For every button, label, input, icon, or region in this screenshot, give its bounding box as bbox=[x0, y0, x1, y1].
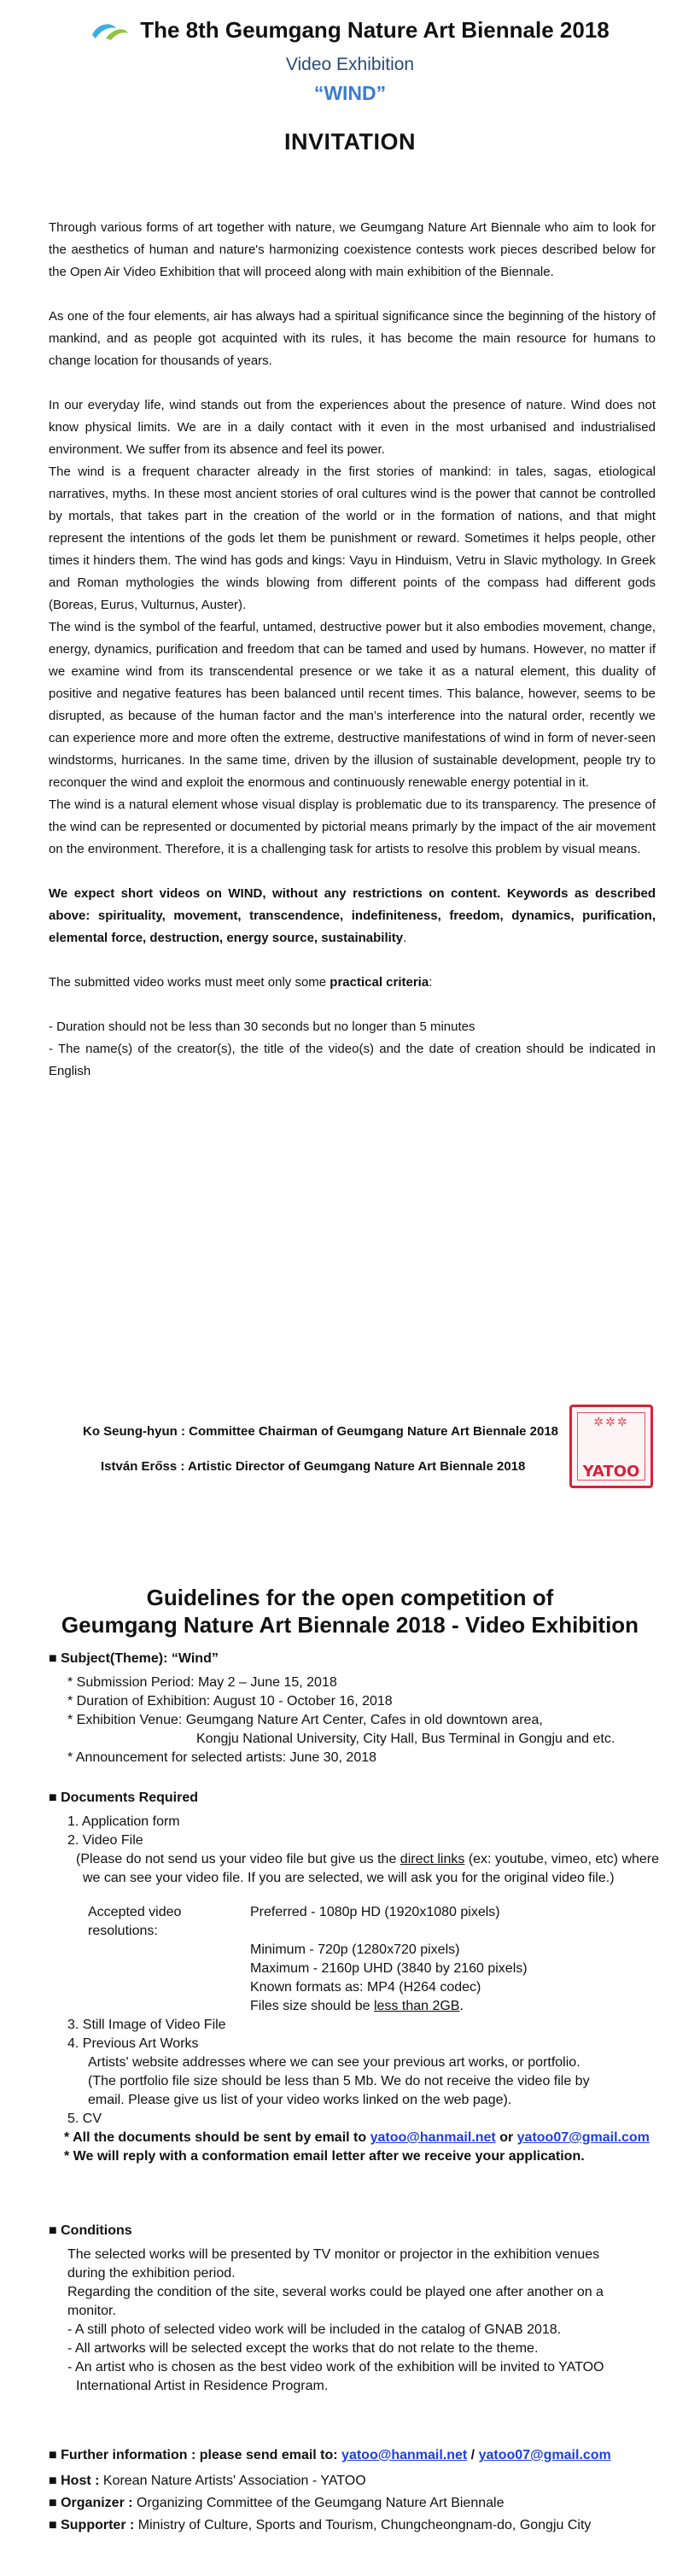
send-instructions: * All the documents should be sent by email to yatoo@hanmail.net or yatoo07@gmail.com bbox=[64, 2130, 650, 2145]
supporter-line: ■ Supporter : Ministry of Culture, Sports and Tourism, Chungcheongnam-do, Gongju City bbox=[49, 2518, 592, 2532]
paragraph-symbol: The wind is the symbol of the fearful, untamed, destructive power but it also embodies movement, change, energy, dynamics, purification and freedom that can be tamed and used by humans. However, no matter if we examine wind from its transcendental presence or we take it as a natural element, this duality of positive and negative features has been balanced until recent times. This balance, however, seems to be disrupted, as because of the human factor and the man’s interference into the natural order, recently we can experience more and more often the extreme, destructive manifestations of wind in form of never-seen windstorms, hurricanes. In the same time, driven by the illusion of sustainable development, people try to reconquer the wind and exploit the enormous and continuously renewable energy potential in it. bbox=[49, 620, 656, 790]
info-email-gmail[interactable]: yatoo07@gmail.com bbox=[478, 2448, 611, 2462]
reply-notice: * We will reply with a conformation email letter after we receive your application. bbox=[64, 2149, 585, 2164]
invitation-heading: INVITATION bbox=[284, 128, 416, 155]
exhibition-theme: “WIND” bbox=[313, 81, 387, 104]
paragraph-intro: Through various forms of art together with nature, we Geumgang Nature Art Biennale who aim to look for the aesthetics of human and nature's harmonizing coexistence contests work pieces described below for the Open Air Video Exhibition that will proceed along with main exhibition of the Biennale. bbox=[49, 220, 656, 279]
exhibition-venue: * Exhibition Venue: Geumgang Nature Art Center, Cafes in old downtown area, bbox=[67, 1713, 543, 1727]
doc-cv: 5. CV bbox=[67, 2112, 102, 2126]
paragraph-air: As one of the four elements, air has always had a spiritual significance since the beginning of the history of mankind, and as people got acquinted with its rules, it has become the main resource for humans to change location for thousands of years. bbox=[49, 309, 656, 368]
paragraph-expectation bbox=[49, 883, 656, 949]
condition-line: monitor. bbox=[67, 2304, 116, 2318]
organizer-line: ■ Organizer : Organizing Committee of the Geumgang Nature Art Biennale bbox=[49, 2496, 505, 2510]
doc-video-file: 2. Video File bbox=[67, 1833, 143, 1848]
documents-section bbox=[49, 1789, 663, 2166]
doc-still-image: 3. Still Image of Video File bbox=[67, 2018, 226, 2032]
paragraph-everyday: In our everyday life, wind stands out from the experiences about the presence of nature. Wind does not know physical limits. We are in a daily contact with it even in the most urbanised and industrialised environment. We suffer from its absence and feel its power. bbox=[49, 398, 656, 457]
condition-line: during the exhibition period. bbox=[67, 2266, 236, 2281]
conditions-section bbox=[49, 2222, 663, 2396]
signature-director: István Erőss : Artistic Director of Geumgang Nature Art Biennale 2018 bbox=[101, 1459, 526, 1474]
condition-line: Regarding the condition of the site, several works could be played one after another on a bbox=[67, 2285, 604, 2299]
guidelines-title-line1: Guidelines for the open competition of bbox=[146, 1585, 554, 1610]
previous-works-line2: (The portfolio file size should be less than 5 Mb. We do not receive the video file by bbox=[88, 2074, 590, 2088]
guidelines-title-line2: Geumgang Nature Art Biennale 2018 - Video Exhibition bbox=[61, 1612, 639, 1638]
doc-application-form: 1. Application form bbox=[67, 1814, 180, 1829]
criteria-bold: practical criteria bbox=[330, 975, 429, 990]
condition-line: The selected works will be presented by TV monitor or projector in the exhibition venues bbox=[67, 2247, 600, 2262]
invitation-body bbox=[49, 217, 656, 1083]
documents-heading: ■ Documents Required bbox=[49, 1790, 199, 1805]
condition-line: International Artist in Residence Program. bbox=[76, 2379, 329, 2393]
conditions-heading: ■ Conditions bbox=[49, 2223, 132, 2238]
known-formats: Known formats as: MP4 (H264 codec) bbox=[250, 1980, 481, 1995]
seal-pattern-icon: ✲✲✲ bbox=[593, 1416, 629, 1429]
biennale-title-text: The 8th Geumgang Nature Art Biennale 2018 bbox=[140, 17, 610, 43]
previous-works-line3: email. Please give us list of your video works linked on the web page). bbox=[88, 2093, 512, 2107]
criteria-pre: The submitted video works must meet only some bbox=[49, 975, 330, 990]
video-note: (Please do not send us your video file but give us the direct links (ex: youtube, vimeo, etc) where bbox=[76, 1852, 660, 1866]
previous-works-line1: Artists' website addresses where we can see your previous art works, or portfolio. bbox=[88, 2055, 580, 2070]
paragraph-criteria bbox=[49, 972, 656, 994]
criterion-duration: - Duration should not be less than 30 seconds but no longer than 5 minutes bbox=[49, 1019, 475, 1034]
condition-line: - An artist who is chosen as the best video work of the exhibition will be invited to YATOO bbox=[67, 2360, 604, 2374]
resolution-minimum: Minimum - 720p (1280x720 pixels) bbox=[250, 1942, 460, 1957]
exhibition-subtitle: Video Exhibition bbox=[285, 54, 415, 74]
condition-line: - All artworks will be selected except the works that do not relate to the theme. bbox=[67, 2341, 539, 2356]
host-line: ■ Host : Korean Nature Artists' Association - YATOO bbox=[49, 2474, 366, 2488]
contact-section bbox=[49, 2446, 663, 2535]
announcement-date: * Announcement for selected artists: June 30, 2018 bbox=[67, 1750, 377, 1765]
exhibition-duration: * Duration of Exhibition: August 10 - October 16, 2018 bbox=[67, 1694, 393, 1709]
signature-chairman: Ko Seung-hyun : Committee Chairman of Geumgang Nature Art Biennale 2018 bbox=[83, 1424, 559, 1439]
submission-period: * Submission Period: May 2 – June 15, 2018 bbox=[67, 1675, 337, 1690]
criterion-naming: - The name(s) of the creator(s), the title of the video(s) and the date of creation should be indicated in English bbox=[49, 1042, 656, 1078]
condition-line: - A still photo of selected video work will be included in the catalog of GNAB 2018. bbox=[67, 2322, 562, 2337]
biennale-title bbox=[90, 17, 610, 44]
file-size-limit: Files size should be less than 2GB. bbox=[250, 1999, 464, 2013]
further-information: ■ Further information : please send email to: yatoo@hanmail.net / yatoo07@gmail.com bbox=[49, 2448, 611, 2462]
seal-text: YATOO bbox=[582, 1463, 640, 1481]
email-link-gmail[interactable]: yatoo07@gmail.com bbox=[516, 2130, 650, 2145]
resolution-label: Accepted video resolutions: bbox=[88, 1905, 182, 1938]
criteria-post: : bbox=[429, 975, 433, 990]
resolution-row bbox=[49, 1903, 663, 1941]
email-link-hanmail[interactable]: yatoo@hanmail.net bbox=[370, 2130, 496, 2145]
doc-previous-works: 4. Previous Art Works bbox=[67, 2036, 199, 2051]
guidelines-title bbox=[0, 1584, 700, 1638]
subject-heading: ■ Subject(Theme): “Wind” bbox=[49, 1651, 219, 1666]
paragraph-visual: The wind is a natural element whose visual display is problematic due to its transparency. The presence of the wind can be represented or documented by pictorial means primarly by the impact of the air movement on the environment. Therefore, it is a challenging task for artists to resolve this problem by visual means. bbox=[49, 797, 656, 856]
header bbox=[0, 17, 700, 155]
resolution-maximum: Maximum - 2160p UHD (3840 by 2160 pixels) bbox=[250, 1961, 528, 1976]
paragraph-myths: The wind is a frequent character already in the first stories of mankind: in tales, sagas, etiological narratives, myths. In these most ancient stories of oral cultures wind is the power that cannot be controlled by mortals, that takes part in the creation of the world or in the formation of nations, and that might represent the intentions of the gods let them be punishment or reward. Sometimes it helps people, other times it hinders them. The wind has gods and kings: Vayu in Hinduism, Vetru in Slavic mythology. In Greek and Roman mythologies the winds blowing from different points of the compass had different gods (Boreas, Eurus, Vulturnus, Auster). bbox=[49, 464, 656, 612]
direct-links-text: direct links bbox=[400, 1852, 465, 1866]
exhibition-venue-cont: Kongju National University, City Hall, Bus Terminal in Gongju and etc. bbox=[196, 1732, 615, 1746]
subject-section bbox=[49, 1650, 663, 1767]
video-note-line2: we can see your video file. If you are selected, we will ask you for the original video file.) bbox=[83, 1871, 615, 1885]
keywords-text: We expect short videos on WIND, without any restrictions on content. Keywords as described above: spirituality, movement, transcendence, indefiniteness, freedom, dynamics, purification, elemental force, destruction, energy source, sustainability bbox=[49, 886, 656, 945]
yatoo-seal-stamp bbox=[569, 1405, 653, 1488]
resolution-preferred: Preferred - 1080p HD (1920x1080 pixels) bbox=[250, 1905, 500, 1919]
biennale-logo-icon bbox=[90, 20, 130, 42]
info-email-hanmail[interactable]: yatoo@hanmail.net bbox=[341, 2448, 468, 2462]
keywords-end: . bbox=[403, 931, 407, 945]
